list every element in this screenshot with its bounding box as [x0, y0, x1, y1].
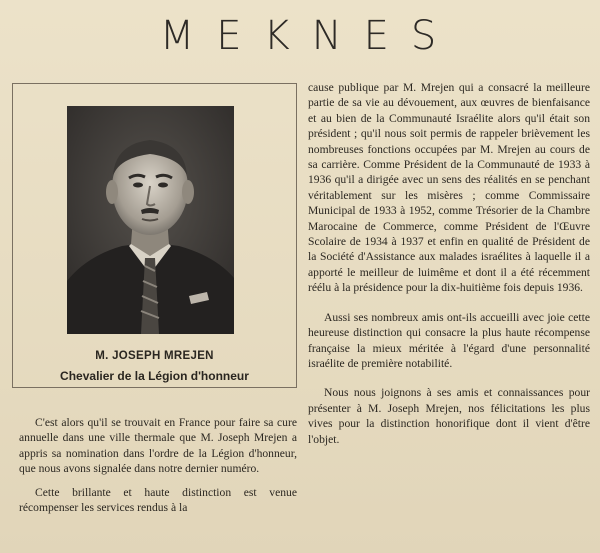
left-paragraph-1: C'est alors qu'il se trouvait en France pour faire sa cure annuelle dans une ville thermale que M. Joseph Mrejen a appris sa nomination dans l'ordre de la Légion d'honneur, que nous avons signalée dans notre dernier numéro.: [19, 416, 297, 476]
masthead-title: MEKNES: [159, 13, 459, 59]
caption-name: M. JOSEPH MREJEN: [95, 350, 214, 362]
portrait-photo: [67, 106, 234, 334]
caption-title: Chevalier de la Légion d'honneur: [60, 369, 249, 383]
left-column: [19, 415, 297, 515]
right-paragraph-1: cause publique par M. Mrejen qui a consacré la meilleure partie de sa vie au dévouement, aux œuvres de bienfaisance et au bien de la Communauté Israélite alors qu'il était son président ; qu'il nous soit permis de rappeler brièvement les nombreuses fonctions occupées par M. Mrejen au cours de sa carrière. Comme Président de la Communauté de 1933 à 1936 qu'il a dirigée avec un sens des réalités en se penchant véritablement sur les misères ; comme Commissaire Municipal de 1933 à 1952, comme Trésorier de la Chambre Marocaine de Commerce, comme Président de l'Œuvre Scolaire de 1934 à 1937 et enfin en qualité de Président de la Société d'Assistance aux malades israélites à laquelle il a apporté le meilleur de luimême et dont il a été récemment réélu à la présidence pour la dix-huitième fois depuis 1936.: [308, 81, 590, 295]
right-column: [308, 80, 590, 447]
right-paragraph-3: Nous nous joignons à ses amis et connaissances pour présenter à M. Joseph Mrejen, nos félicitations les plus vives pour la distinction honorifique dont il vient d'être l'objet.: [308, 386, 590, 446]
right-paragraph-2: Aussi ses nombreux amis ont-ils accueilli avec joie cette heureuse distinction qui consacre la plus haute récompense française la mieux méritée à l'égard d'une personnalité israélite de première notabilité.: [308, 310, 590, 370]
left-paragraph-2: Cette brillante et haute distinction est venue récompenser les services rendus à la: [19, 485, 297, 515]
